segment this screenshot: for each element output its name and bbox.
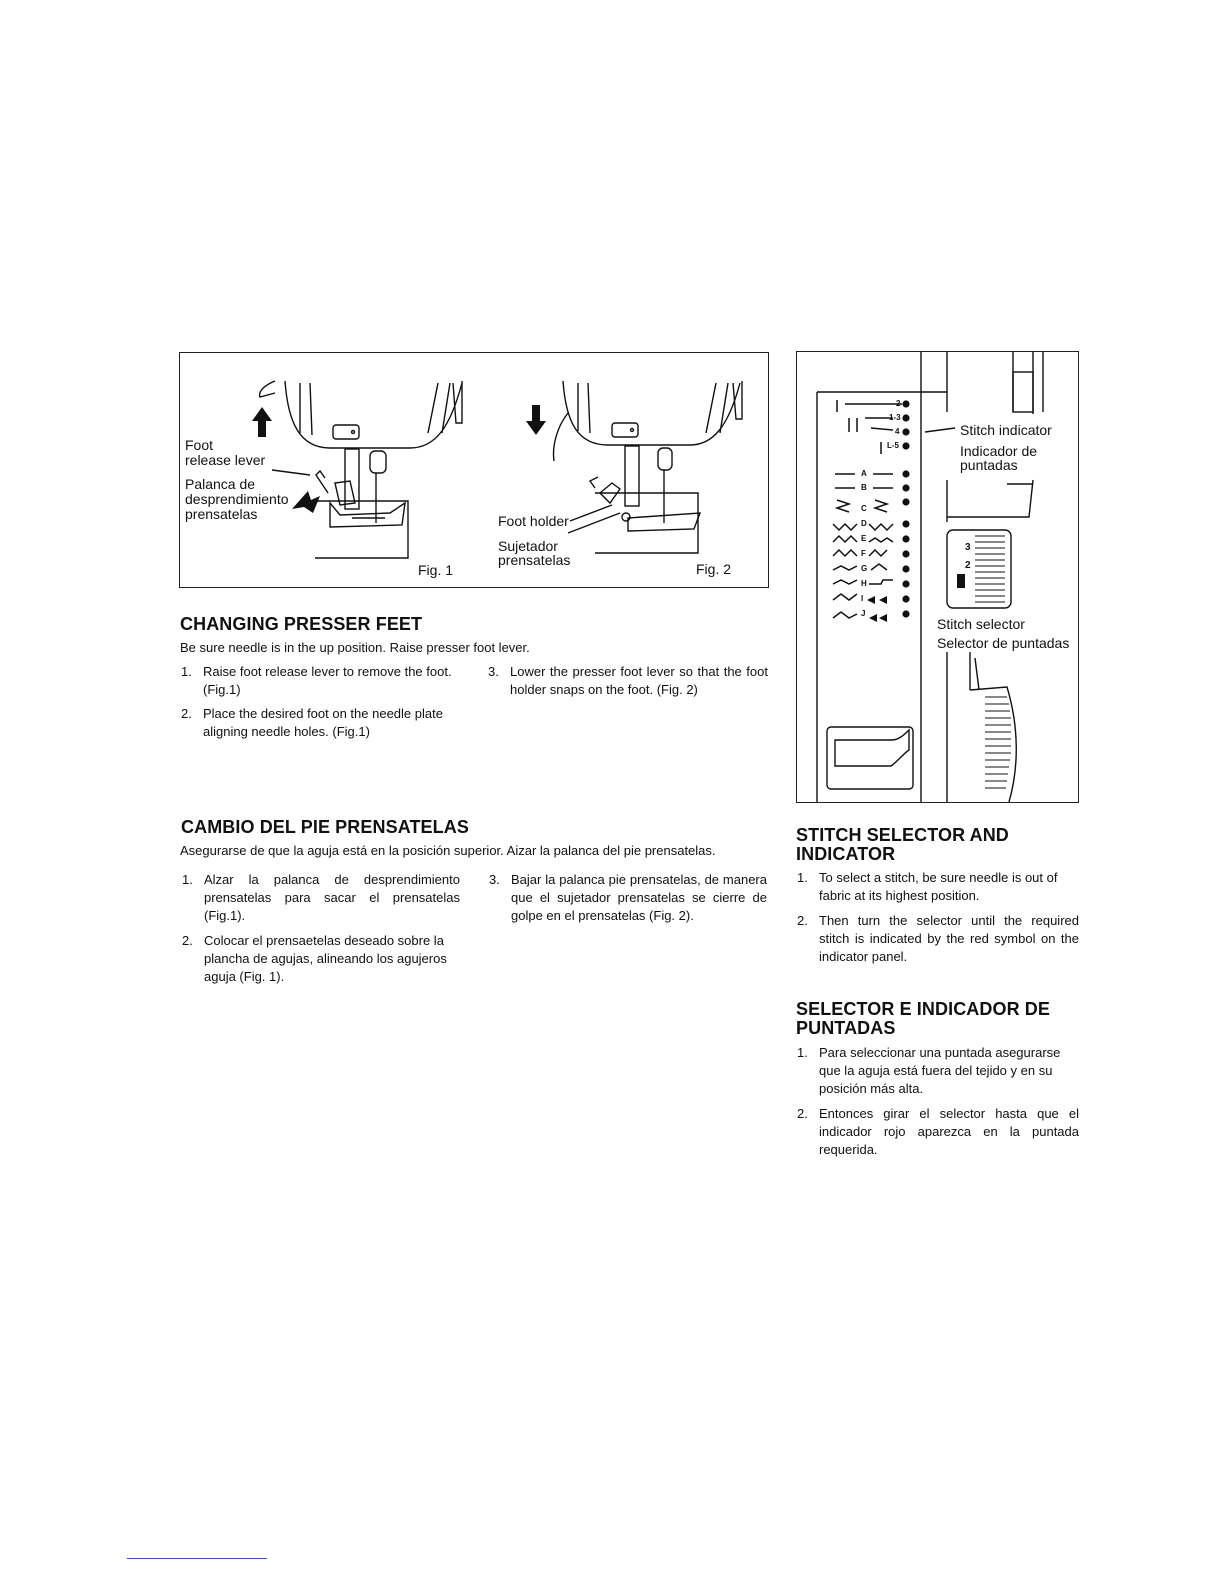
stitch-selector-label-es: Selector de puntadas — [937, 635, 1070, 651]
page-footer-rule — [127, 1558, 267, 1559]
changing-presser-feet-title: CHANGING PRESSER FEET — [180, 614, 423, 634]
foot-release-label-es-2: desprendimiento — [185, 491, 289, 507]
panel-code-g: G — [861, 564, 868, 573]
stitch-indicator-label-es: Indicador de — [960, 443, 1038, 459]
panel-code-e: E — [861, 534, 867, 543]
foot-release-label-es: Palanca de — [185, 476, 256, 492]
changing-presser-feet-intro: Be sure needle is in the up position. Raise presser foot lever. — [180, 640, 530, 655]
panel-code-f: F — [861, 549, 866, 558]
panel-code-h: H — [861, 579, 867, 588]
panel-code-c: C — [861, 504, 867, 513]
foot-holder-label-es: Sujetador — [498, 538, 558, 554]
presser-foot-illustration — [180, 353, 768, 587]
panel-code-i: I — [861, 594, 864, 603]
stitch-panel-illustration — [797, 352, 1078, 802]
panel-code-4: 4 — [895, 427, 900, 436]
panel-code-a: A — [861, 469, 867, 478]
dial-number-3: 3 — [965, 542, 971, 553]
cambio-pie-intro: Asegurarse de que la aguja está en la posición superior. Aizar la palanca del pie prensatelas. — [180, 843, 716, 858]
foot-release-label-es-3: prensatelas — [185, 506, 258, 522]
foot-holder-label-es-2: prensatelas — [498, 552, 571, 568]
stitch-indicator-label-en: Stitch indicator — [960, 422, 1052, 438]
fig2-caption: Fig. 2 — [696, 561, 732, 577]
selector-indicador-title-2: PUNTADAS — [796, 1018, 896, 1038]
panel-code-d: D — [861, 519, 867, 528]
presser-feet-figure — [179, 352, 769, 588]
panel-code-j: J — [861, 609, 866, 618]
panel-code-b: B — [861, 483, 867, 492]
panel-code-1-3: 1-3 — [889, 413, 901, 422]
dial-number-2: 2 — [965, 560, 971, 571]
stitch-selector-title-2: INDICATOR — [796, 844, 896, 864]
foot-release-label-en-2: release lever — [185, 452, 266, 468]
panel-code-2: 2 — [896, 399, 901, 408]
fig1-caption: Fig. 1 — [418, 562, 454, 578]
stitch-indicator-label-es-2: puntadas — [960, 457, 1018, 473]
stitch-selector-label-en: Stitch selector — [937, 616, 1025, 632]
panel-code-l5: L-5 — [887, 441, 899, 450]
foot-release-label-en: Foot — [185, 437, 214, 453]
stitch-selector-title: STITCH SELECTOR AND — [796, 825, 1009, 845]
cambio-pie-title: CAMBIO DEL PIE PRENSATELAS — [181, 817, 469, 837]
stitch-selector-figure — [796, 351, 1079, 803]
foot-holder-label-en: Foot holder — [498, 513, 569, 529]
selector-indicador-title: SELECTOR E INDICADOR DE — [796, 999, 1050, 1019]
